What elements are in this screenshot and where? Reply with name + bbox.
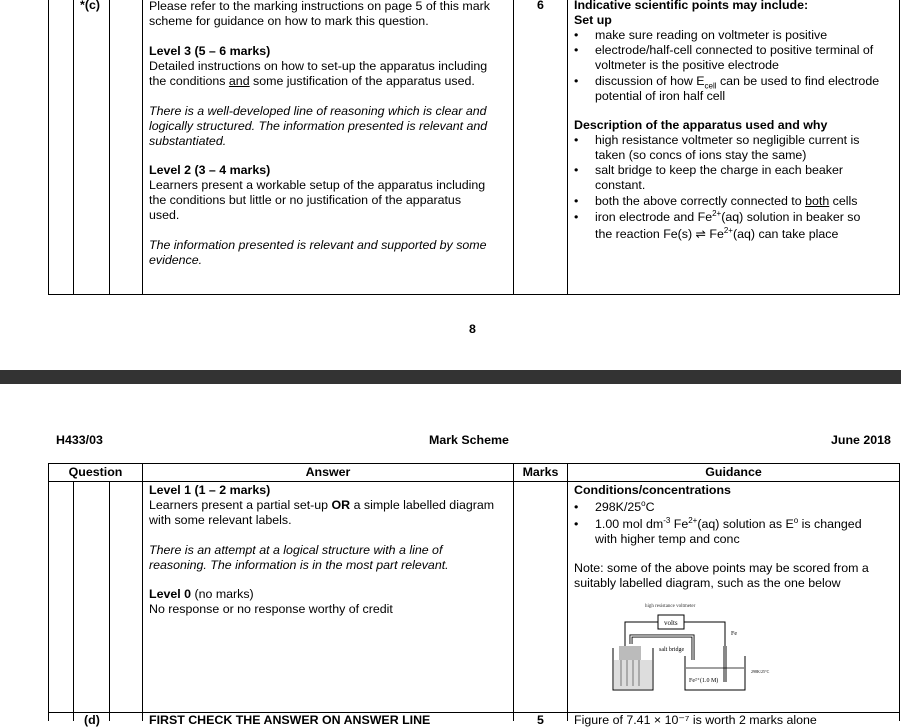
page-separator (0, 370, 901, 384)
voltmeter-label: high resistance voltmeter (645, 604, 696, 609)
level2-line: Learners present a workable setup of the apparatus including (149, 178, 486, 192)
list-item: • high resistance voltmeter so negligible current is taken (so concs of ions stay the same) (574, 133, 879, 163)
level0-title: Level 0 (no marks) (149, 587, 254, 601)
level3-italic: logically structured. The information presented is relevant and (149, 119, 488, 133)
question-number: *(c) (80, 0, 100, 12)
guidance-heading: Indicative scientific points may include: (574, 0, 809, 12)
conditions-heading: Conditions/concentrations (574, 483, 731, 497)
next-marks: 5 (537, 713, 544, 727)
setup-heading: Set up (574, 13, 612, 27)
column-header-answer: Answer (305, 465, 351, 479)
list-item: • salt bridge to keep the charge in each beaker constant. (574, 163, 879, 193)
level1-title: Level 1 (1 – 2 marks) (149, 483, 271, 497)
next-guidance: Figure of 7.41 × 10⁻⁷ is worth 2 marks alone (574, 713, 817, 727)
level1-line: Learners present a partial set-up OR a simple labelled diagram (149, 498, 495, 512)
level2-italic: evidence. (149, 253, 203, 267)
level1-line: with some relevant labels. (149, 513, 292, 527)
setup-list (574, 28, 879, 104)
page-number: 8 (469, 322, 476, 336)
level2-italic: The information presented is relevant and supported by some (149, 238, 487, 252)
level3-line: Detailed instructions on how to set-up the apparatus including (149, 59, 488, 73)
list-item: • electrode/half-cell connected to positive terminal of voltmeter is the positive electrode (574, 43, 879, 73)
list-item: • discussion of how $E_{cell}$ can be used to find electrode potential of iron half cell (574, 74, 879, 104)
intro-line: Please refer to the marking instructions on page 5 of this mark (149, 0, 490, 13)
column-header-marks: Marks (522, 465, 559, 479)
column-header-guidance: Guidance (705, 465, 762, 479)
document-title: Mark Scheme (429, 433, 509, 447)
list-item: • 1.00 mol $dm^{-3}$ $Fe^{2+}(aq)$ solution as $E^o$ is changed with higher temp and conc (574, 517, 869, 547)
list-item: • both the above correctly connected to both cells (574, 194, 879, 209)
conditions-list (574, 500, 869, 547)
marks-value: 6 (537, 0, 544, 12)
level0-line: No response or no response worthy of credit (149, 602, 393, 616)
equilibrium-arrow-icon: ⇌ (695, 227, 706, 241)
next-question-number: (d) (84, 713, 100, 727)
note-line: suitably labelled diagram, such as the one below (574, 576, 841, 590)
right-beaker (685, 656, 745, 690)
apparatus-diagram (585, 598, 785, 698)
level2-line: the conditions but little or no justification of the apparatus (149, 193, 462, 207)
answer-cell (149, 0, 490, 268)
level1-italic: There is an attempt at a logical structure with a line of (149, 543, 443, 557)
fe-label: Fe (731, 631, 737, 637)
level2-line: used. (149, 208, 180, 222)
hydrogen-electrode (619, 646, 641, 660)
level3-line: the conditions and some justification of the apparatus used. (149, 74, 475, 88)
level3-italic: substantiated. (149, 134, 227, 148)
guidance-cell (574, 0, 879, 242)
list-item: • make sure reading on voltmeter is positive (574, 28, 879, 43)
level3-title: Level 3 (5 – 6 marks) (149, 44, 271, 58)
salt-bridge-label: salt bridge (659, 647, 685, 653)
right-wire (684, 622, 725, 668)
voltmeter-volts-label: volts (664, 619, 678, 627)
document-date: June 2018 (831, 433, 891, 447)
description-heading: Description of the apparatus used and why (574, 118, 828, 132)
level2-title: Level 2 (3 – 4 marks) (149, 163, 271, 177)
next-answer: FIRST CHECK THE ANSWER ON ANSWER LINE (149, 713, 431, 727)
list-item: • 298K/25$^o$C (574, 500, 869, 515)
solution-label: Fe²⁺(1.0 M) (689, 678, 719, 684)
level3-italic: There is a well-developed line of reasoning which is clear and (149, 104, 487, 118)
note-line: Note: some of the above points may be scored from a (574, 561, 869, 575)
intro-line: scheme for guidance on how to mark this question. (149, 14, 429, 28)
column-header-question: Question (68, 465, 123, 479)
level1-italic: reasoning. The information is in the most part relevant. (149, 558, 449, 572)
description-list (574, 133, 879, 242)
temperature-label: 298K/25°C (751, 669, 770, 674)
guidance-cell (574, 483, 869, 591)
iron-electrode (723, 646, 727, 682)
answer-cell (149, 483, 494, 617)
list-item: • iron electrode and $Fe^{2+}(aq)$ solution in beaker so the reaction Fe(s) ⇌ $Fe^{2+}(aq)$ can take place (574, 210, 879, 242)
document-code: H433/03 (56, 433, 103, 447)
